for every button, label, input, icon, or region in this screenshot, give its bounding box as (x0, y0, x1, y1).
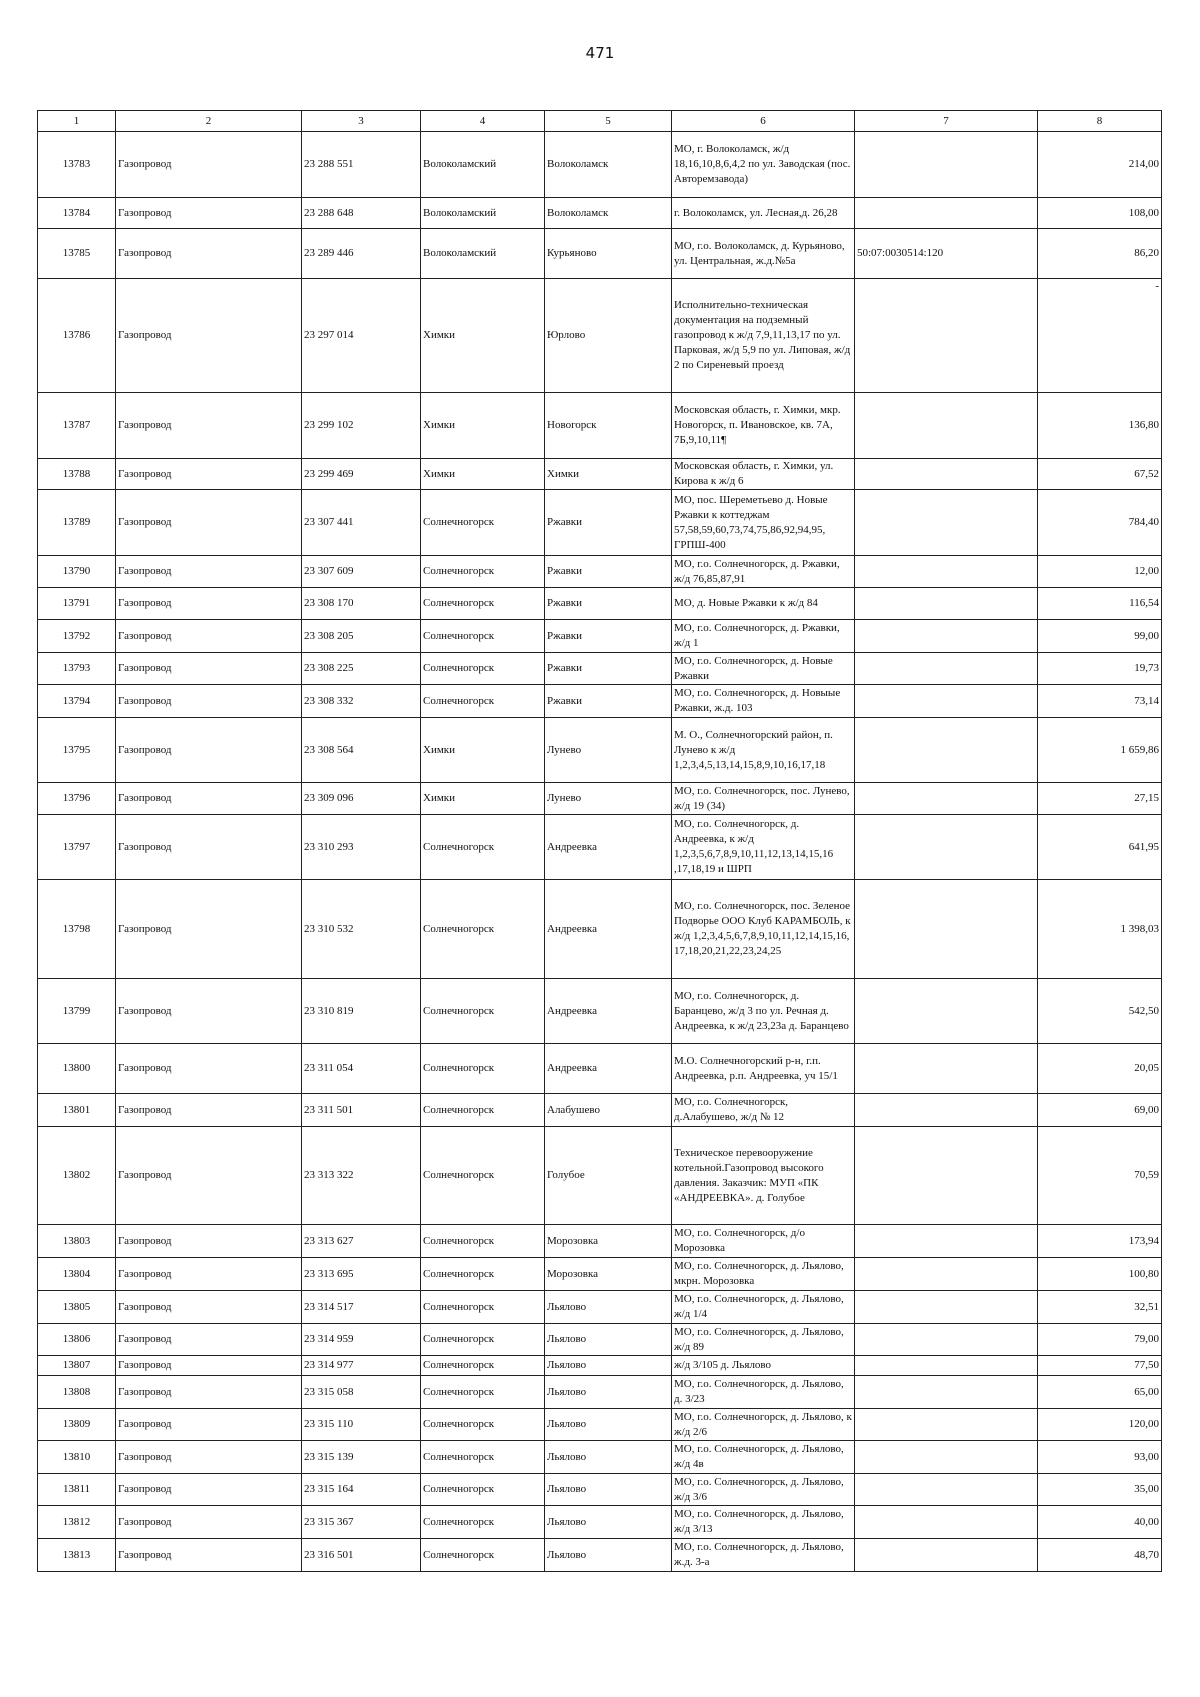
cadastral-number-cell (855, 132, 1038, 198)
inventory-number-cell: 23 299 469 (302, 459, 421, 490)
table-row (38, 1441, 1162, 1474)
locality-cell: Андреевка (545, 1044, 672, 1094)
row-number-cell: 13803 (38, 1225, 116, 1258)
address-cell: Техническое перевооружение котельной.Газопровод высокого давления. Заказчик: МУП «ПК «АНДРЕЕВКА». д. Голубое (672, 1127, 855, 1225)
district-cell: Солнечногорск (421, 685, 545, 718)
inventory-number-cell: 23 316 501 (302, 1539, 421, 1572)
length-cell: 73,14 (1038, 685, 1162, 718)
column-header: 4 (421, 111, 545, 132)
district-cell: Волоколамский (421, 132, 545, 198)
address-cell: МО, пос. Шереметьево д. Новые Ржавки к коттеджам 57,58,59,60,73,74,75,86,92,94,95, ГРПШ-400 (672, 490, 855, 556)
district-cell: Солнечногорск (421, 1441, 545, 1474)
object-name-cell: Газопровод (116, 815, 302, 880)
address-cell: Московская область, г. Химки, ул. Кирова к ж/д 6 (672, 459, 855, 490)
cadastral-number-cell (855, 279, 1038, 393)
column-header: 8 (1038, 111, 1162, 132)
locality-cell: Ржавки (545, 620, 672, 653)
table-row (38, 1225, 1162, 1258)
length-cell: 27,15 (1038, 783, 1162, 815)
address-cell: МО, г.о. Солнечногорск, д. Льялово, ж/д 3/6 (672, 1474, 855, 1506)
row-number-cell: 13793 (38, 653, 116, 685)
length-cell: 100,80 (1038, 1258, 1162, 1291)
row-number-cell: 13786 (38, 279, 116, 393)
district-cell: Солнечногорск (421, 880, 545, 979)
address-cell: МО, г.о. Солнечногорск, д. Баранцево, ж/д 3 по ул. Речная д. Андреевка, к ж/д 23,23а д. Баранцево (672, 979, 855, 1044)
row-number-cell: 13805 (38, 1291, 116, 1324)
object-name-cell: Газопровод (116, 556, 302, 588)
address-cell: МО, г.о. Солнечногорск, д. Андреевка, к ж/д 1,2,3,5,6,7,8,9,10,11,12,13,14,15,16 ,17,18,19 и ШРП (672, 815, 855, 880)
address-cell: МО, д. Новые Ржавки к ж/д 84 (672, 588, 855, 620)
column-header: 3 (302, 111, 421, 132)
cadastral-number-cell (855, 1474, 1038, 1506)
row-number-cell: 13807 (38, 1356, 116, 1376)
table-row (38, 1324, 1162, 1356)
cadastral-number-cell (855, 718, 1038, 783)
district-cell: Химки (421, 279, 545, 393)
length-cell: 116,54 (1038, 588, 1162, 620)
length-cell: 173,94 (1038, 1225, 1162, 1258)
address-cell: МО, г.о. Солнечногорск, д. Льялово, мкрн. Морозовка (672, 1258, 855, 1291)
cadastral-number-cell (855, 1506, 1038, 1539)
district-cell: Солнечногорск (421, 1225, 545, 1258)
address-cell: МО, г.о. Солнечногорск, д. Льялово, ж/д 4в (672, 1441, 855, 1474)
inventory-number-cell: 23 289 446 (302, 229, 421, 279)
row-number-cell: 13795 (38, 718, 116, 783)
cadastral-number-cell (855, 620, 1038, 653)
district-cell: Химки (421, 718, 545, 783)
address-cell: МО, г.о. Солнечногорск, д. Льялово, д. 3/23 (672, 1376, 855, 1409)
column-header: 2 (116, 111, 302, 132)
district-cell: Химки (421, 459, 545, 490)
table-row (38, 620, 1162, 653)
object-name-cell: Газопровод (116, 1474, 302, 1506)
district-cell: Солнечногорск (421, 815, 545, 880)
address-cell: МО, г.о. Солнечногорск, д/о Морозовка (672, 1225, 855, 1258)
row-number-cell: 13812 (38, 1506, 116, 1539)
cadastral-number-cell (855, 1409, 1038, 1441)
length-cell: 67,52 (1038, 459, 1162, 490)
length-cell: 93,00 (1038, 1441, 1162, 1474)
locality-cell: Андреевка (545, 880, 672, 979)
row-number-cell: 13810 (38, 1441, 116, 1474)
locality-cell: Волоколамск (545, 198, 672, 229)
inventory-number-cell: 23 308 564 (302, 718, 421, 783)
length-cell: 77,50 (1038, 1356, 1162, 1376)
table-row (38, 588, 1162, 620)
table-row (38, 653, 1162, 685)
table-row (38, 229, 1162, 279)
row-number-cell: 13808 (38, 1376, 116, 1409)
column-number-row (38, 111, 1162, 132)
length-cell: 542,50 (1038, 979, 1162, 1044)
object-name-cell: Газопровод (116, 1324, 302, 1356)
row-number-cell: 13796 (38, 783, 116, 815)
object-name-cell: Газопровод (116, 1506, 302, 1539)
length-cell: 108,00 (1038, 198, 1162, 229)
address-cell: МО, г.о. Солнечногорск, пос. Лунево, ж/д 19 (34) (672, 783, 855, 815)
length-cell: 784,40 (1038, 490, 1162, 556)
locality-cell: Ржавки (545, 556, 672, 588)
locality-cell: Морозовка (545, 1258, 672, 1291)
length-cell: 35,00 (1038, 1474, 1162, 1506)
table-row (38, 718, 1162, 783)
locality-cell: Новогорск (545, 393, 672, 459)
column-header: 7 (855, 111, 1038, 132)
table-row (38, 1506, 1162, 1539)
row-number-cell: 13813 (38, 1539, 116, 1572)
cadastral-number-cell (855, 393, 1038, 459)
locality-cell: Льялово (545, 1356, 672, 1376)
table-row (38, 1127, 1162, 1225)
row-number-cell: 13806 (38, 1324, 116, 1356)
table-row (38, 1474, 1162, 1506)
district-cell: Солнечногорск (421, 490, 545, 556)
locality-cell: Льялово (545, 1409, 672, 1441)
address-cell: МО, г.о. Солнечногорск, д. Новыые Ржавки, ж.д. 103 (672, 685, 855, 718)
locality-cell: Юрлово (545, 279, 672, 393)
cadastral-number-cell (855, 490, 1038, 556)
object-name-cell: Газопровод (116, 1356, 302, 1376)
inventory-number-cell: 23 313 695 (302, 1258, 421, 1291)
inventory-number-cell: 23 313 322 (302, 1127, 421, 1225)
address-cell: Исполнительно-техническая документация на подземный газопровод к ж/д 7,9,11,13,17 по ул. Парковая, ж/д 5,9 по ул. Липовая, ж/д 2 по Сиреневый проезд (672, 279, 855, 393)
object-name-cell: Газопровод (116, 1258, 302, 1291)
length-cell: - (1038, 279, 1162, 393)
district-cell: Волоколамский (421, 198, 545, 229)
table-row (38, 1539, 1162, 1572)
table-row (38, 393, 1162, 459)
address-cell: МО, г.о. Солнечногорск, д. Льялово, к ж/д 2/6 (672, 1409, 855, 1441)
length-cell: 86,20 (1038, 229, 1162, 279)
address-cell: МО, г.о. Солнечногорск, д.Алабушево, ж/д № 12 (672, 1094, 855, 1127)
inventory-number-cell: 23 308 170 (302, 588, 421, 620)
object-name-cell: Газопровод (116, 653, 302, 685)
row-number-cell: 13794 (38, 685, 116, 718)
district-cell: Солнечногорск (421, 556, 545, 588)
object-name-cell: Газопровод (116, 1539, 302, 1572)
inventory-number-cell: 23 288 648 (302, 198, 421, 229)
page-number: 471 (585, 44, 615, 62)
cadastral-number-cell (855, 880, 1038, 979)
table-row (38, 1258, 1162, 1291)
object-name-cell: Газопровод (116, 620, 302, 653)
locality-cell: Ржавки (545, 588, 672, 620)
length-cell: 641,95 (1038, 815, 1162, 880)
cadastral-number-cell (855, 815, 1038, 880)
table-row (38, 783, 1162, 815)
locality-cell: Льялово (545, 1506, 672, 1539)
district-cell: Солнечногорск (421, 1324, 545, 1356)
length-cell: 32,51 (1038, 1291, 1162, 1324)
length-cell: 20,05 (1038, 1044, 1162, 1094)
locality-cell: Льялово (545, 1324, 672, 1356)
length-cell: 79,00 (1038, 1324, 1162, 1356)
inventory-number-cell: 23 315 367 (302, 1506, 421, 1539)
length-cell: 69,00 (1038, 1094, 1162, 1127)
district-cell: Химки (421, 393, 545, 459)
table-row (38, 490, 1162, 556)
inventory-number-cell: 23 308 225 (302, 653, 421, 685)
row-number-cell: 13804 (38, 1258, 116, 1291)
address-cell: МО, г.о. Солнечногорск, д. Новые Ржавки (672, 653, 855, 685)
object-name-cell: Газопровод (116, 588, 302, 620)
row-number-cell: 13783 (38, 132, 116, 198)
inventory-number-cell: 23 314 977 (302, 1356, 421, 1376)
cadastral-number-cell (855, 1044, 1038, 1094)
object-name-cell: Газопровод (116, 490, 302, 556)
cadastral-number-cell (855, 1356, 1038, 1376)
cadastral-number-cell (855, 556, 1038, 588)
district-cell: Солнечногорск (421, 979, 545, 1044)
address-cell: МО, г.о. Солнечногорск, д. Ржавки, ж/д 1 (672, 620, 855, 653)
length-cell: 1 659,86 (1038, 718, 1162, 783)
table-row (38, 459, 1162, 490)
length-cell: 1 398,03 (1038, 880, 1162, 979)
inventory-number-cell: 23 299 102 (302, 393, 421, 459)
district-cell: Солнечногорск (421, 1258, 545, 1291)
cadastral-number-cell (855, 685, 1038, 718)
district-cell: Химки (421, 783, 545, 815)
cadastral-number-cell (855, 1225, 1038, 1258)
address-cell: ж/д 3/105 д. Льялово (672, 1356, 855, 1376)
inventory-number-cell: 23 310 532 (302, 880, 421, 979)
address-cell: МО, г.о. Солнечногорск, д. Ржавки, ж/д 76,85,87,91 (672, 556, 855, 588)
length-cell: 214,00 (1038, 132, 1162, 198)
length-cell: 65,00 (1038, 1376, 1162, 1409)
locality-cell: Волоколамск (545, 132, 672, 198)
locality-cell: Льялово (545, 1291, 672, 1324)
row-number-cell: 13798 (38, 880, 116, 979)
object-name-cell: Газопровод (116, 229, 302, 279)
row-number-cell: 13799 (38, 979, 116, 1044)
cadastral-number-cell (855, 1094, 1038, 1127)
inventory-number-cell: 23 308 205 (302, 620, 421, 653)
inventory-number-cell: 23 315 110 (302, 1409, 421, 1441)
object-name-cell: Газопровод (116, 132, 302, 198)
object-name-cell: Газопровод (116, 1409, 302, 1441)
locality-cell: Морозовка (545, 1225, 672, 1258)
cadastral-number-cell (855, 1441, 1038, 1474)
address-cell: М.О. Солнечногорский р-н, г.п. Андреевка, р.п. Андреевка, уч 15/1 (672, 1044, 855, 1094)
inventory-number-cell: 23 315 164 (302, 1474, 421, 1506)
registry-table (37, 110, 1162, 1572)
object-name-cell: Газопровод (116, 279, 302, 393)
address-cell: МО, г.о. Солнечногорск, д. Льялово, ж/д 3/13 (672, 1506, 855, 1539)
district-cell: Солнечногорск (421, 1127, 545, 1225)
address-cell: Московская область, г. Химки, мкр. Новогорск, п. Ивановское, кв. 7А, 7Б,9,10,11¶ (672, 393, 855, 459)
locality-cell: Химки (545, 459, 672, 490)
table-row (38, 815, 1162, 880)
cadastral-number-cell (855, 1291, 1038, 1324)
table-row (38, 1356, 1162, 1376)
object-name-cell: Газопровод (116, 459, 302, 490)
district-cell: Солнечногорск (421, 1356, 545, 1376)
row-number-cell: 13789 (38, 490, 116, 556)
district-cell: Солнечногорск (421, 1506, 545, 1539)
locality-cell: Андреевка (545, 979, 672, 1044)
cadastral-number-cell: 50:07:0030514:120 (855, 229, 1038, 279)
table-row (38, 1409, 1162, 1441)
inventory-number-cell: 23 310 819 (302, 979, 421, 1044)
table-row (38, 1291, 1162, 1324)
address-cell: г. Волоколамск, ул. Лесная,д. 26,28 (672, 198, 855, 229)
length-cell: 136,80 (1038, 393, 1162, 459)
length-cell: 19,73 (1038, 653, 1162, 685)
cadastral-number-cell (855, 1539, 1038, 1572)
district-cell: Солнечногорск (421, 653, 545, 685)
inventory-number-cell: 23 313 627 (302, 1225, 421, 1258)
address-cell: МО, г.о. Солнечногорск, пос. Зеленое Подворье ООО Клуб КАРАМБОЛЬ, к ж/д 1,2,3,4,5,6,7,8,9,10,11,12,14,15,16, 17,18,20,21,22,23,24,25 (672, 880, 855, 979)
district-cell: Солнечногорск (421, 1409, 545, 1441)
object-name-cell: Газопровод (116, 198, 302, 229)
object-name-cell: Газопровод (116, 1441, 302, 1474)
row-number-cell: 13811 (38, 1474, 116, 1506)
table-row (38, 279, 1162, 393)
address-cell: М. О., Солнечногорский район, п. Лунево к ж/д 1,2,3,4,5,13,14,15,8,9,10,16,17,18 (672, 718, 855, 783)
cadastral-number-cell (855, 459, 1038, 490)
row-number-cell: 13792 (38, 620, 116, 653)
inventory-number-cell: 23 307 609 (302, 556, 421, 588)
address-cell: МО, г. Волоколамск, ж/д 18,16,10,8,6,4,2 по ул. Заводская (пос. Авторемзавода) (672, 132, 855, 198)
table-row (38, 556, 1162, 588)
table-row (38, 132, 1162, 198)
locality-cell: Андреевка (545, 815, 672, 880)
inventory-number-cell: 23 310 293 (302, 815, 421, 880)
inventory-number-cell: 23 314 959 (302, 1324, 421, 1356)
cadastral-number-cell (855, 979, 1038, 1044)
table-row (38, 1044, 1162, 1094)
locality-cell: Ржавки (545, 685, 672, 718)
object-name-cell: Газопровод (116, 718, 302, 783)
locality-cell: Лунево (545, 718, 672, 783)
cadastral-number-cell (855, 588, 1038, 620)
row-number-cell: 13801 (38, 1094, 116, 1127)
inventory-number-cell: 23 311 501 (302, 1094, 421, 1127)
row-number-cell: 13802 (38, 1127, 116, 1225)
address-cell: МО, г.о. Волоколамск, д. Курьяново, ул. Центральная, ж.д.№5а (672, 229, 855, 279)
table-row (38, 1376, 1162, 1409)
locality-cell: Голубое (545, 1127, 672, 1225)
object-name-cell: Газопровод (116, 1291, 302, 1324)
district-cell: Солнечногорск (421, 1291, 545, 1324)
row-number-cell: 13797 (38, 815, 116, 880)
object-name-cell: Газопровод (116, 1127, 302, 1225)
district-cell: Солнечногорск (421, 1539, 545, 1572)
object-name-cell: Газопровод (116, 979, 302, 1044)
address-cell: МО, г.о. Солнечногорск, д. Льялово, ж/д 1/4 (672, 1291, 855, 1324)
inventory-number-cell: 23 311 054 (302, 1044, 421, 1094)
locality-cell: Льялово (545, 1474, 672, 1506)
table-row (38, 979, 1162, 1044)
row-number-cell: 13787 (38, 393, 116, 459)
table-row (38, 685, 1162, 718)
row-number-cell: 13784 (38, 198, 116, 229)
row-number-cell: 13809 (38, 1409, 116, 1441)
inventory-number-cell: 23 307 441 (302, 490, 421, 556)
row-number-cell: 13788 (38, 459, 116, 490)
locality-cell: Ржавки (545, 490, 672, 556)
object-name-cell: Газопровод (116, 783, 302, 815)
object-name-cell: Газопровод (116, 393, 302, 459)
table-row (38, 880, 1162, 979)
cadastral-number-cell (855, 1258, 1038, 1291)
district-cell: Солнечногорск (421, 1044, 545, 1094)
inventory-number-cell: 23 309 096 (302, 783, 421, 815)
cadastral-number-cell (855, 653, 1038, 685)
locality-cell: Льялово (545, 1539, 672, 1572)
district-cell: Солнечногорск (421, 620, 545, 653)
row-number-cell: 13800 (38, 1044, 116, 1094)
object-name-cell: Газопровод (116, 1225, 302, 1258)
cadastral-number-cell (855, 198, 1038, 229)
address-cell: МО, г.о. Солнечногорск, д. Льялово, ж.д. 3-а (672, 1539, 855, 1572)
row-number-cell: 13791 (38, 588, 116, 620)
column-header: 1 (38, 111, 116, 132)
cadastral-number-cell (855, 1376, 1038, 1409)
object-name-cell: Газопровод (116, 880, 302, 979)
column-header: 6 (672, 111, 855, 132)
locality-cell: Лунево (545, 783, 672, 815)
locality-cell: Курьяново (545, 229, 672, 279)
object-name-cell: Газопровод (116, 1094, 302, 1127)
column-header: 5 (545, 111, 672, 132)
district-cell: Солнечногорск (421, 1474, 545, 1506)
object-name-cell: Газопровод (116, 685, 302, 718)
length-cell: 12,00 (1038, 556, 1162, 588)
length-cell: 40,00 (1038, 1506, 1162, 1539)
inventory-number-cell: 23 315 058 (302, 1376, 421, 1409)
district-cell: Солнечногорск (421, 1094, 545, 1127)
district-cell: Солнечногорск (421, 588, 545, 620)
inventory-number-cell: 23 308 332 (302, 685, 421, 718)
row-number-cell: 13790 (38, 556, 116, 588)
locality-cell: Алабушево (545, 1094, 672, 1127)
table-row (38, 198, 1162, 229)
table-row (38, 1094, 1162, 1127)
length-cell: 99,00 (1038, 620, 1162, 653)
cadastral-number-cell (855, 783, 1038, 815)
district-cell: Волоколамский (421, 229, 545, 279)
length-cell: 120,00 (1038, 1409, 1162, 1441)
district-cell: Солнечногорск (421, 1376, 545, 1409)
locality-cell: Ржавки (545, 653, 672, 685)
length-cell: 70,59 (1038, 1127, 1162, 1225)
inventory-number-cell: 23 288 551 (302, 132, 421, 198)
inventory-number-cell: 23 315 139 (302, 1441, 421, 1474)
object-name-cell: Газопровод (116, 1044, 302, 1094)
length-cell: 48,70 (1038, 1539, 1162, 1572)
cadastral-number-cell (855, 1324, 1038, 1356)
locality-cell: Льялово (545, 1376, 672, 1409)
row-number-cell: 13785 (38, 229, 116, 279)
address-cell: МО, г.о. Солнечногорск, д. Льялово, ж/д 89 (672, 1324, 855, 1356)
inventory-number-cell: 23 297 014 (302, 279, 421, 393)
locality-cell: Льялово (545, 1441, 672, 1474)
inventory-number-cell: 23 314 517 (302, 1291, 421, 1324)
cadastral-number-cell (855, 1127, 1038, 1225)
object-name-cell: Газопровод (116, 1376, 302, 1409)
